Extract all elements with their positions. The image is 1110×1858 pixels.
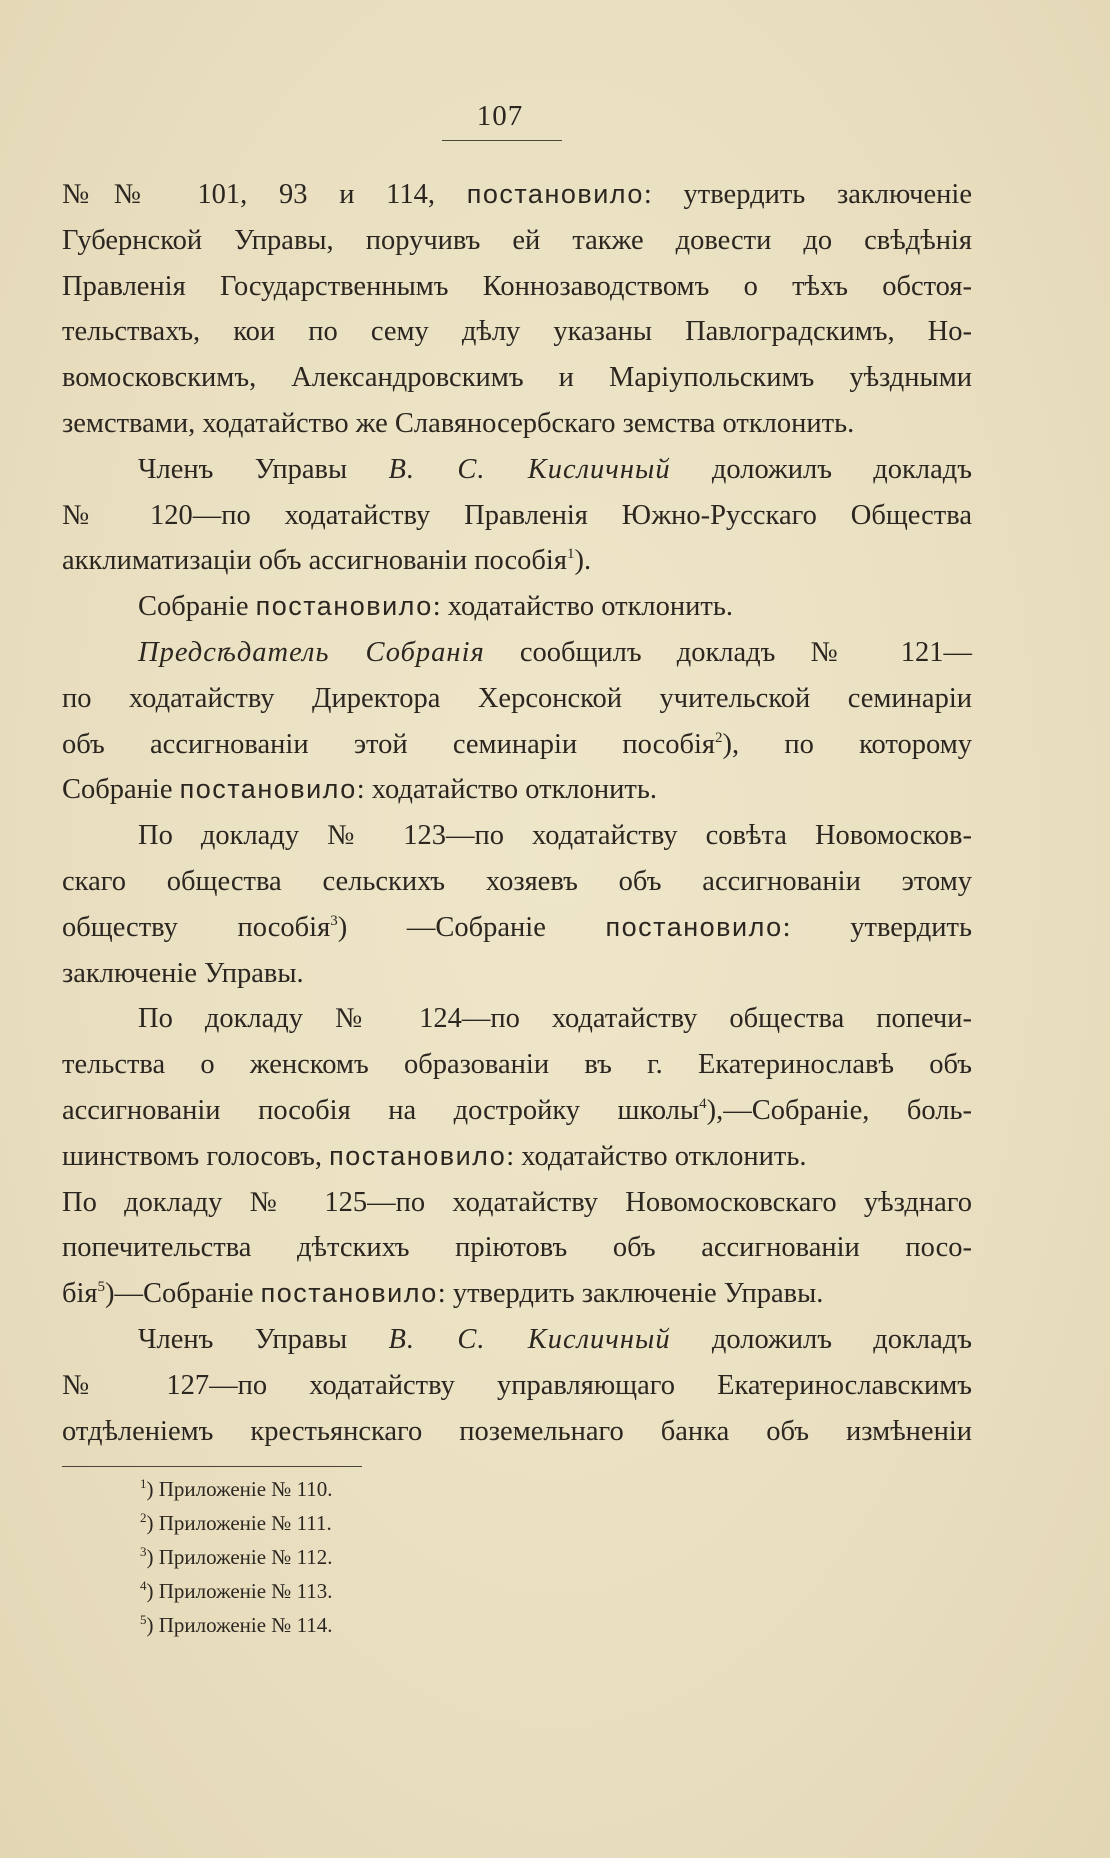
text-run: тельствахъ, кои по сему дѣлу указаны Павлоградскимъ, Но- [62, 316, 972, 348]
text-run: тельства о женскомъ образованіи въ г. Екатеринославѣ объ [62, 1049, 972, 1081]
text-run: Членъ Управы [138, 1323, 389, 1355]
text-run: отдѣленіемъ крестьянскаго поземельнаго банка объ измѣненіи [62, 1415, 972, 1447]
text-run: акклиматизаціи объ ассигнованіи пособія [62, 545, 567, 577]
footnote-mark: 3 [140, 1544, 147, 1559]
text-run: : утвердить заключеніе [643, 179, 972, 210]
text-run: По докладу № 125—по ходатайству Новомосковскаго уѣзднаго [62, 1186, 972, 1218]
text-line [62, 1134, 972, 1180]
text-run: сообщилъ докладъ № 121— [484, 636, 972, 668]
body-text [62, 172, 972, 1454]
resolution-word: постановило [605, 911, 783, 942]
footnote-text: ) Приложеніе № 110. [146, 1477, 333, 1501]
text-run: Членъ Управы [138, 453, 389, 485]
footnote-separator [62, 1466, 362, 1467]
text-run: обществу пособія [62, 911, 331, 943]
text-line [62, 355, 972, 401]
text-run: ассигнованіи пособія на достройку школы [62, 1094, 700, 1126]
text-line [62, 1363, 972, 1409]
text-run: : ходатайство отклонить. [356, 774, 657, 806]
text-line [62, 676, 972, 722]
text-run: )—Собраніе [105, 1278, 261, 1310]
footnote [140, 1608, 540, 1642]
footnote-mark: 4 [140, 1578, 147, 1593]
footnote-reference: 3 [330, 912, 338, 929]
text-run: попечительства дѣтскихъ пріютовъ объ ассигнованіи посо- [62, 1232, 972, 1264]
text-line [62, 1271, 972, 1317]
resolution-word: постановило [179, 774, 357, 805]
text-run: вомосковскимъ, Александровскимъ и Маріупольскимъ уѣздными [62, 362, 972, 394]
text-line [62, 859, 972, 905]
text-line [62, 1180, 972, 1226]
page-number: 107 [476, 100, 524, 132]
text-run: доложилъ докладъ [670, 453, 972, 485]
footnote-text: ) Приложеніе № 112. [146, 1545, 333, 1569]
text-run: доложилъ докладъ [670, 1323, 972, 1355]
footnote [140, 1574, 540, 1608]
footnote-reference: 4 [699, 1095, 707, 1112]
text-line [62, 584, 972, 630]
text-line [62, 905, 972, 951]
text-run: : ходатайство отклонить. [506, 1140, 807, 1172]
footnote-reference: 5 [97, 1279, 106, 1296]
text-line [62, 218, 972, 264]
footnote-mark: 2 [140, 1510, 147, 1525]
resolution-word: постановило [329, 1140, 507, 1171]
text-line [62, 996, 972, 1042]
text-line [62, 309, 972, 355]
text-line [62, 172, 972, 218]
text-run: Губернской Управы, поручивъ ей также довести до свѣдѣнія [62, 224, 972, 256]
text-line [62, 722, 972, 768]
text-run: № 120—по ходатайству Правленія Южно-Русскаго Общества [62, 499, 972, 531]
footnote-reference: 1 [566, 546, 575, 563]
text-line [62, 447, 972, 493]
text-run: №№ 101, 93 и 114, [62, 179, 467, 210]
text-run: ). [574, 545, 592, 577]
text-run: объ ассигнованіи этой семинаріи пособія [62, 728, 716, 760]
text-line [62, 1042, 972, 1088]
page-number-underline [442, 140, 562, 141]
italic-name: В. С. Кисличный [388, 453, 671, 485]
text-run: скаго общества сельскихъ хозяевъ объ ассигнованіи этому [62, 865, 972, 897]
text-line [62, 1225, 972, 1271]
footnote-text: ) Приложеніе № 113. [146, 1579, 333, 1603]
text-run: № 127—по ходатайству управляющаго Екатеринославскимъ [62, 1369, 972, 1401]
text-line [62, 538, 972, 584]
text-run: ), по которому [722, 728, 972, 760]
resolution-word: постановило [466, 179, 644, 209]
italic-name: Предсѣдатель Собранія [138, 636, 485, 668]
resolution-word: постановило [260, 1278, 438, 1309]
text-line [62, 401, 972, 447]
text-run: ),—Собраніе, боль- [706, 1094, 972, 1126]
text-run: Правленія Государственнымъ Коннозаводствомъ о тѣхъ обстоя- [62, 270, 972, 302]
text-run: по ходатайству Директора Херсонской учительской семинаріи [62, 682, 972, 714]
text-line [62, 767, 972, 813]
text-run: земствами, ходатайство же Славяносербскаго земства отклонить. [62, 407, 855, 439]
text-run: : ходатайство отклонить. [432, 591, 733, 623]
text-run: : утвердить [782, 911, 972, 943]
text-run: : утвердить заключеніе Управы. [437, 1278, 824, 1310]
text-run: По докладу № 124—по ходатайству общества попечи- [138, 1003, 972, 1035]
footnote [140, 1540, 540, 1574]
text-run: Собраніе [138, 591, 256, 623]
footnote [140, 1472, 540, 1506]
footnote [140, 1506, 540, 1540]
text-run: шинствомъ голосовъ, [62, 1140, 330, 1172]
text-run: По докладу № 123—по ходатайству совѣта Новомосков- [138, 820, 972, 852]
resolution-word: постановило [255, 591, 433, 622]
text-run: бія [62, 1278, 98, 1310]
text-line [62, 493, 972, 539]
text-run: ) —Собраніе [337, 911, 606, 943]
text-run: заключеніе Управы. [62, 957, 304, 989]
footnote-mark: 1 [140, 1476, 147, 1491]
footnotes [140, 1472, 540, 1642]
text-line [62, 1317, 972, 1363]
text-line [62, 1088, 972, 1134]
text-line [62, 951, 972, 997]
footnote-reference: 2 [715, 729, 723, 746]
text-run: Собраніе [62, 774, 180, 806]
text-line [62, 1409, 972, 1455]
text-line [62, 264, 972, 310]
text-line [62, 813, 972, 859]
footnote-text: ) Приложеніе № 111. [146, 1511, 332, 1535]
text-line [62, 630, 972, 676]
footnote-mark: 5 [140, 1612, 147, 1627]
footnote-text: ) Приложеніе № 114. [146, 1613, 333, 1637]
italic-name: В. С. Кисличный [388, 1323, 671, 1355]
